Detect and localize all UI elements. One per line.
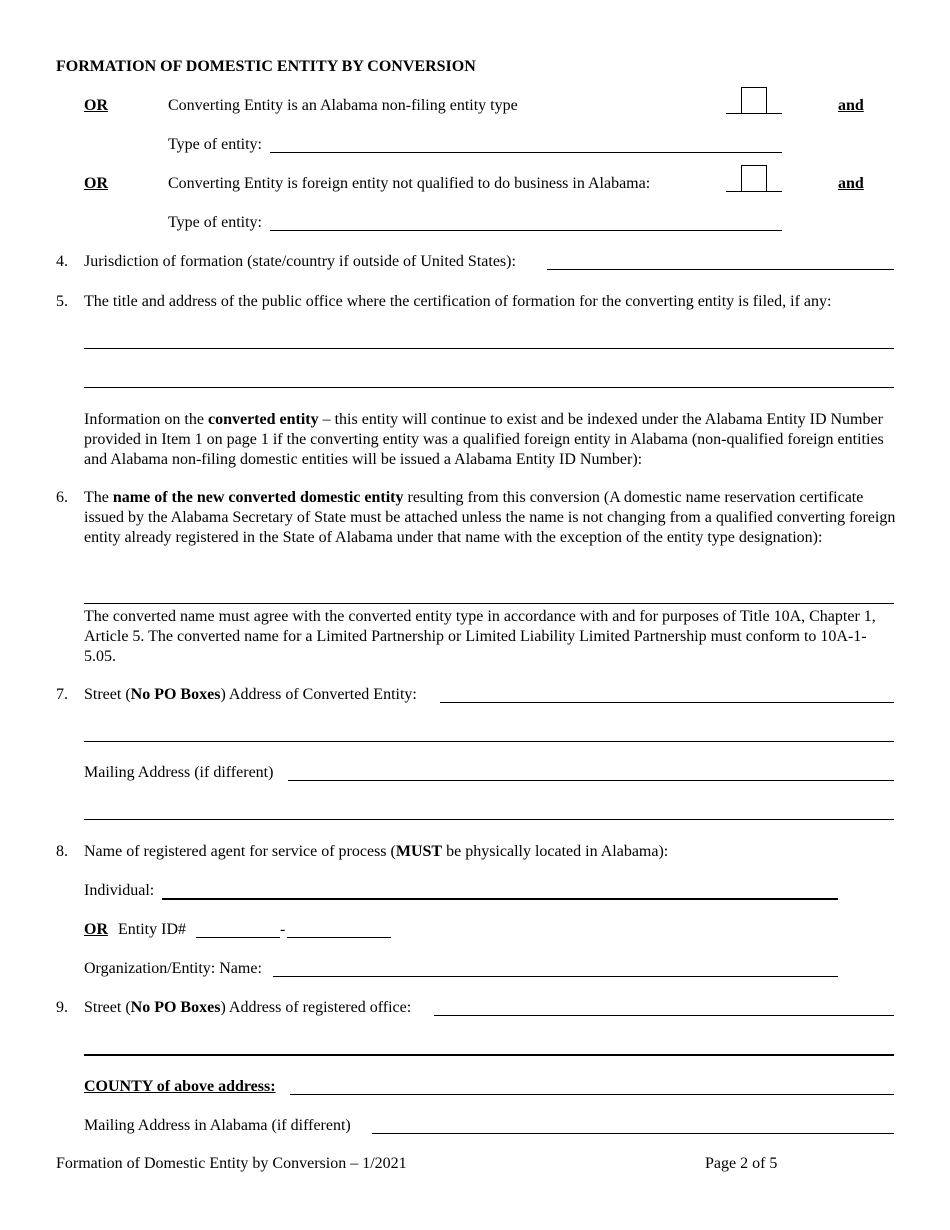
- type-of-entity-label-2: Type of entity:: [168, 214, 262, 231]
- jurisdiction-field[interactable]: [547, 269, 894, 270]
- registered-office-mailing-label: Mailing Address in Alabama (if different): [84, 1117, 351, 1134]
- checkbox-underline-1: [726, 113, 782, 114]
- type-of-entity-field-2[interactable]: [270, 230, 782, 231]
- footer-form-version: Formation of Domestic Entity by Conversion – 1/2021: [56, 1155, 407, 1172]
- registered-office-mailing-field[interactable]: [372, 1133, 894, 1134]
- type-of-entity-field-1[interactable]: [270, 152, 782, 153]
- item-number-4: 4.: [56, 253, 68, 270]
- or-label-1: OR: [84, 97, 108, 114]
- entity-id-separator: -: [280, 921, 286, 938]
- converted-entity-info: Information on the converted entity – this entity will continue to exist and be indexed under the Alabama Entity ID Number provided in Item 1 on page 1 if the converting entity was a qualified foreign entity in Alabama (non-qualified foreign entities and Alabama non-filing domestic entities will be issued a Alabama Entity ID Number):: [84, 411, 884, 468]
- item-number-8: 8.: [56, 843, 68, 860]
- converted-mailing-label: Mailing Address (if different): [84, 764, 274, 781]
- or-label-3: OR: [84, 921, 108, 938]
- entity-id-field-part-2[interactable]: [287, 937, 391, 938]
- footer-page-number: Page 2 of 5: [705, 1155, 778, 1172]
- item-number-7: 7.: [56, 686, 68, 703]
- and-label-2: and: [838, 175, 864, 192]
- individual-agent-field[interactable]: [162, 898, 838, 900]
- registered-office-street-label: Street (No PO Boxes) Address of registered office:: [84, 999, 412, 1016]
- item-number-6: 6.: [56, 489, 68, 506]
- checkbox-underline-2: [726, 191, 782, 192]
- entity-id-field-part-1[interactable]: [196, 937, 280, 938]
- county-label: COUNTY of above address:: [84, 1078, 276, 1095]
- converted-mailing-field-line-1[interactable]: [288, 780, 894, 781]
- organization-name-label: Organization/Entity: Name:: [84, 960, 262, 977]
- converted-name-field[interactable]: [84, 603, 894, 604]
- public-office-field-line-1[interactable]: [84, 348, 894, 349]
- entity-id-label: Entity ID#: [118, 921, 186, 938]
- foreign-entity-option-text: Converting Entity is foreign entity not qualified to do business in Alabama:: [168, 175, 651, 192]
- type-of-entity-label-1: Type of entity:: [168, 136, 262, 153]
- registered-office-street-field-line-1[interactable]: [434, 1015, 894, 1016]
- organization-name-field[interactable]: [273, 976, 838, 977]
- converted-street-field-line-1[interactable]: [440, 702, 894, 703]
- converted-name-note: The converted name must agree with the converted entity type in accordance with and for purposes of Title 10A, Chapter 1, Article 5. The converted name for a Limited Partnership or Limited Liability Limited Partnership must conform to 10A-1-5.05.: [84, 608, 876, 665]
- non-filing-entity-option-text: Converting Entity is an Alabama non-filing entity type: [168, 97, 518, 114]
- item-number-9: 9.: [56, 999, 68, 1016]
- foreign-entity-checkbox[interactable]: [741, 165, 767, 191]
- public-office-field-line-2[interactable]: [84, 387, 894, 388]
- registered-agent-label: Name of registered agent for service of process (MUST be physically located in Alabama):: [84, 843, 669, 860]
- converted-mailing-field-line-2[interactable]: [84, 819, 894, 820]
- jurisdiction-label: Jurisdiction of formation (state/country if outside of United States):: [84, 253, 516, 270]
- individual-label: Individual:: [84, 882, 155, 899]
- and-label-1: and: [838, 97, 864, 114]
- converted-name-label: The name of the new converted domestic entity resulting from this conversion (A domestic name reservation certificate issued by the Alabama Secretary of State must be attached unless the name is not changing from a qualified converting foreign entity already registered in the State of Alabama under that name with the exception of the entity type designation):: [84, 489, 896, 546]
- public-office-label: The title and address of the public office where the certification of formation for the converting entity is filed, if any:: [84, 293, 832, 310]
- converted-street-field-line-2[interactable]: [84, 741, 894, 742]
- form-title: FORMATION OF DOMESTIC ENTITY BY CONVERSION: [56, 58, 476, 75]
- converted-street-label: Street (No PO Boxes) Address of Converted Entity:: [84, 686, 417, 703]
- non-filing-entity-checkbox[interactable]: [741, 87, 767, 113]
- county-field[interactable]: [290, 1094, 894, 1095]
- or-label-2: OR: [84, 175, 108, 192]
- registered-office-street-field-line-2[interactable]: [84, 1054, 894, 1056]
- item-number-5: 5.: [56, 293, 68, 310]
